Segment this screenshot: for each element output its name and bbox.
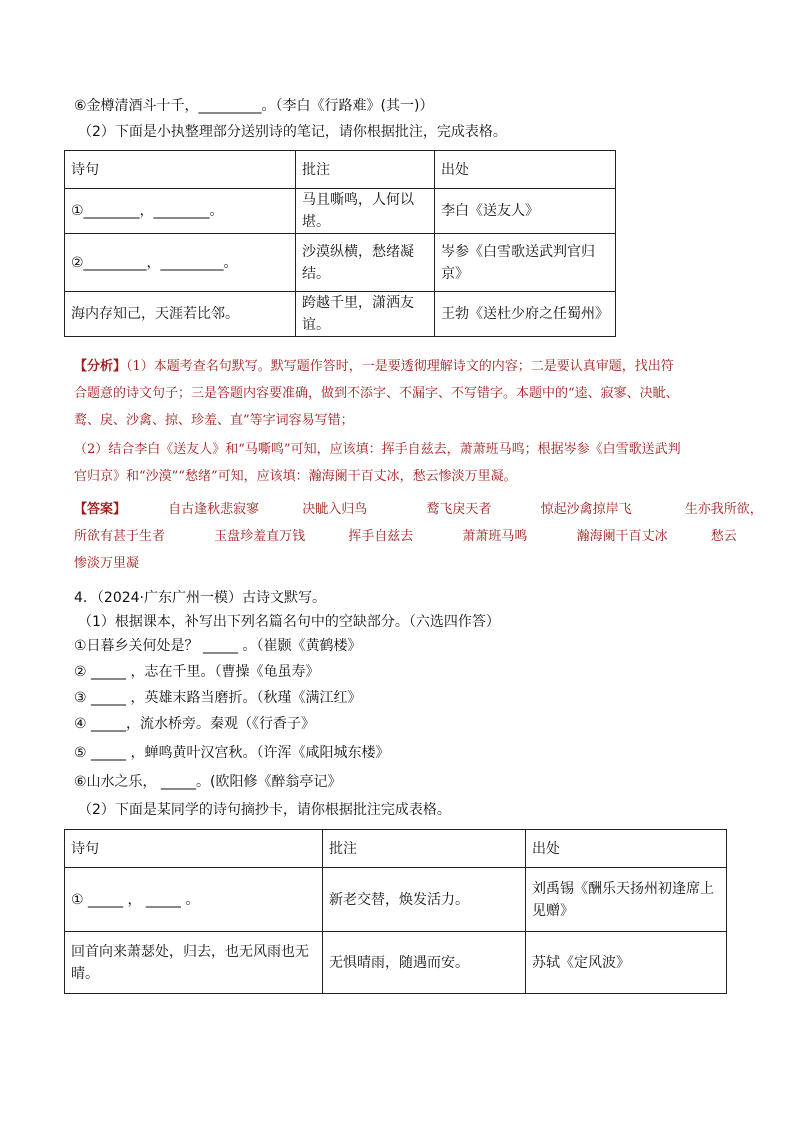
q4-item-2: ② _____ ，志在千里。（曹操《龟虽寿》 [74,664,320,680]
table-cell: ①________，________。 [65,189,296,234]
table-header-row [65,830,727,868]
answer-item: 惊起沙禽掠岸飞 [540,502,632,517]
analysis-line-2: 合题意的诗文句子；三是答题内容要准确，做到不添字、不漏字、不写错字。本题中的“逵、寂寥、决眦、 [74,386,679,401]
q4-part2-intro: （2）下面是某同学的诗句摘抄卡，请你根据批注完成表格。 [78,802,451,818]
analysis-line-3: 鹜、戾、沙禽、掠、珍羞、直”等字词容易写错； [74,413,354,428]
q3-line6: ⑥金樽清酒斗十千，_________。（李白《行路难》(其一)） [74,98,434,114]
table-cell: 无惧晴雨，随遇而安。 [323,932,526,994]
answer-item: 瀚海阑干百丈冰 [576,529,668,544]
table-header-row [65,151,616,189]
table-cell: 跨越千里，潇洒友谊。 [296,292,435,337]
table-row [65,234,616,292]
analysis-line-4: （2）结合李白《送友人》和“马嘶鸣”可知，应该填：挥手自兹去，萧萧班马鸣；根据岑参《白雪歌送武判 [74,442,681,457]
q4-part1-intro: （1）根据课本，补写出下列名篇名句中的空缺部分。（六选四作答） [78,614,500,630]
table-cell: 李白《送友人》 [435,189,616,234]
answer-item: 所欲有甚于生者 [74,529,166,544]
answer-item: 愁云 [710,529,737,544]
answer-line-1 [74,500,763,520]
table-cell: 新老交替，焕发活力。 [323,868,526,932]
q4-item-3: ③ _____ ，英雄末路当磨折。（秋瑾《满江红》 [74,690,362,706]
answer-label: 【答案】 [74,502,127,517]
q4-item-4: ④ _____，流水桥旁。秦观（《行香子》 [74,716,316,732]
table-header: 批注 [323,830,526,868]
answer-item: 决眦入归鸟 [302,502,368,517]
q3-part2-intro: （2）下面是小执整理部分送别诗的笔记，请你根据批注，完成表格。 [78,124,507,140]
table-cell: 海内存知己，天涯若比邻。 [65,292,296,337]
table-cell: 回首向来萧瑟处，归去，也无风雨也无晴。 [65,932,323,994]
table-header: 诗句 [65,151,296,189]
q4-card-table [64,829,727,994]
table-cell: ②_________，_________。 [65,234,296,292]
analysis-line-5: 官归京》和“沙漠”“愁绪”可知，应该填：瀚海阑干百丈冰，愁云惨淡万里凝。 [74,469,517,484]
q4-item-1: ①日暮乡关何处是？ _____ 。（崔颢《黄鹤楼》 [74,638,362,654]
q4-title: 4．（2024·广东广州一模）古诗文默写。 [74,590,326,606]
table-row [65,189,616,234]
table-cell: 岑参《白雪歌送武判官归京》 [435,234,616,292]
answer-item: 萧萧班马鸣 [462,529,528,544]
analysis-label: 【分析】 [74,359,127,374]
table-row [65,292,616,337]
answer-line-3: 惨淡万里凝 [74,556,140,571]
answer-item: 玉盘珍羞直万钱 [214,529,306,544]
table-header: 出处 [435,151,616,189]
q3-notes-table [64,150,616,337]
answer-item: 鹜飞戾天者 [426,502,492,517]
table-cell: 王勃《送杜少府之任蜀州》 [435,292,616,337]
answer-line-2 [74,527,737,547]
answer-item: 生亦我所欲， [684,502,763,517]
table-cell: ① _____ ， _____ 。 [65,868,323,932]
answer-item: 自古逢秋悲寂寥 [168,502,260,517]
table-cell: 刘禹锡《酬乐天扬州初逢席上见赠》 [526,868,727,932]
table-row [65,868,727,932]
analysis-line-1: 【分析】（1）本题考查名句默写。默写题作答时，一是要透彻理解诗文的内容；二是要认真审题，找出符 [74,359,674,374]
table-header: 诗句 [65,830,323,868]
table-header: 出处 [526,830,727,868]
answer-item: 挥手自兹去 [348,529,414,544]
table-cell: 沙漠纵横，愁绪凝结。 [296,234,435,292]
q4-item-6: ⑥山水之乐， _____。(欧阳修《醉翁亭记》 [74,774,342,790]
table-header: 批注 [296,151,435,189]
table-row [65,932,727,994]
table-cell: 马且嘶鸣，人何以堪。 [296,189,435,234]
table-cell: 苏轼《定风波》 [526,932,727,994]
q4-item-5: ⑤ _____ ，蝉鸣黄叶汉宫秋。（许浑《咸阳城东楼》 [74,745,390,761]
